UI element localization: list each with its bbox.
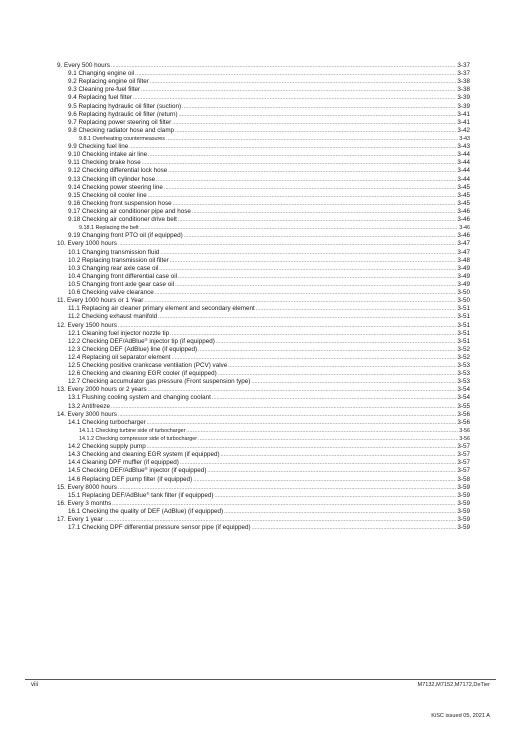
toc-entry[interactable] <box>57 524 470 532</box>
dot-leader <box>148 386 457 394</box>
toc-entry-label: 9.2 Replacing engine oil filter <box>68 78 149 86</box>
toc-entry-label: 9.18 Checking air conditioner drive belt <box>68 216 177 224</box>
toc-entry[interactable] <box>57 354 470 362</box>
toc-entry[interactable] <box>57 467 470 475</box>
toc-entry-label: 10.2 Replacing transmission oil filter <box>68 256 169 264</box>
toc-entry-label: 12.4 Replacing oil separator element <box>68 353 171 361</box>
dot-leader <box>198 346 456 354</box>
dot-leader <box>111 403 456 411</box>
dot-leader <box>175 127 456 135</box>
toc-entry-page: 3-54 <box>457 386 470 394</box>
toc-entry-page: 3-58 <box>457 475 470 483</box>
dot-leader <box>164 184 457 192</box>
footer-page-number: viii <box>31 682 38 688</box>
dot-leader <box>166 135 458 143</box>
toc-entry-label: 11.1 Replacing air cleaner primary element and secondary element <box>68 305 255 313</box>
toc-entry-page: 3-59 <box>457 516 470 524</box>
toc-entry[interactable] <box>57 94 470 102</box>
toc-entry-page: 3-57 <box>457 467 470 475</box>
registered-mark: ® <box>146 490 150 496</box>
dot-leader <box>212 394 457 402</box>
toc-entry-label: 9.18.1 Replacing the belt <box>79 225 139 232</box>
dot-leader <box>170 257 457 265</box>
toc-entry-label: 16.1 Checking the quality of DEF (AdBlue) (if equipped) <box>68 508 224 516</box>
toc-entry-label: 12.5 Checking positive crankcase ventilation (PCV) valve <box>68 362 228 370</box>
toc-entry[interactable] <box>57 289 470 297</box>
toc-entry-label: 15.1 Replacing DEF/AdBlue® tank filter (if equipped) <box>68 490 214 499</box>
toc-entry-label: 10.4 Changing front differential case oil <box>68 272 178 280</box>
toc-entry[interactable] <box>57 249 470 257</box>
dot-leader <box>150 78 457 86</box>
toc-entry-page: 3-50 <box>457 289 470 297</box>
toc-entry[interactable] <box>57 322 470 330</box>
dot-leader <box>193 476 456 484</box>
toc-entry[interactable] <box>57 257 470 265</box>
toc-entry[interactable] <box>57 265 470 273</box>
dot-leader <box>256 305 457 313</box>
toc-entry-label: 9.8 Checking radiator hose and clamp <box>68 126 175 134</box>
toc-entry-label: 9.14 Checking power steering line <box>68 183 163 191</box>
dot-leader <box>172 354 457 362</box>
toc-entry-page: 3-46 <box>457 207 470 215</box>
toc-entry-label: 14.4 Cleaning DPF muffler (if equipped) <box>68 459 179 467</box>
dot-leader <box>155 289 457 297</box>
toc-entry[interactable] <box>57 78 470 86</box>
toc-entry[interactable] <box>57 330 470 338</box>
toc-entry-page: 3-56 <box>459 427 470 434</box>
toc-entry-page: 3-38 <box>457 86 470 94</box>
footer-issued: KiSC issued 05, 2021 A <box>431 713 490 719</box>
toc-entry-page: 3-44 <box>457 159 470 167</box>
dot-leader <box>147 419 457 427</box>
toc-entry-label: 9.6 Replacing hydraulic oil filter (return) <box>68 110 178 118</box>
dot-leader <box>133 94 456 102</box>
toc-entry[interactable] <box>57 451 470 459</box>
toc-entry-label: 13.2 Antifreeze <box>68 402 111 410</box>
dot-leader <box>207 467 456 475</box>
toc-entry-page: 3-57 <box>457 459 470 467</box>
toc-entry-label: 14.2 Checking supply pump <box>68 443 146 451</box>
toc-entry[interactable] <box>57 159 470 167</box>
toc-entry[interactable] <box>57 70 470 78</box>
toc-entry-page: 3-51 <box>457 305 470 313</box>
toc-entry-label: 9.3 Cleaning pre-fuel filter <box>68 86 141 94</box>
toc-entry-page: 3-59 <box>457 508 470 516</box>
toc-entry-label: 9.4 Replacing fuel filter <box>68 94 133 102</box>
toc-entry[interactable] <box>57 492 470 500</box>
toc-entry-page: 3-46 <box>457 232 470 240</box>
dot-leader <box>173 200 457 208</box>
toc-entry[interactable] <box>57 516 470 524</box>
toc-entry[interactable] <box>57 411 470 419</box>
toc-entry-label: 11.2 Checking exhaust manifold <box>68 313 158 321</box>
toc-entry-label: 9.13 Checking lift cylinder hose <box>68 175 156 183</box>
toc-entry-label: 9.5 Replacing hydraulic oil filter (suction) <box>68 102 182 110</box>
toc-entry[interactable] <box>57 297 470 305</box>
dot-leader <box>170 330 456 338</box>
toc-entry-page: 3-37 <box>457 70 470 78</box>
dot-leader <box>142 159 457 167</box>
toc-entry-page: 3-38 <box>457 78 470 86</box>
toc-entry[interactable] <box>57 443 470 451</box>
toc-entry-page: 3-51 <box>457 321 470 329</box>
toc-entry-label: 9.7 Replacing power steering oil filter <box>68 118 172 126</box>
toc-entry[interactable] <box>57 500 470 508</box>
toc-entry[interactable] <box>57 305 470 313</box>
toc-entry[interactable] <box>57 484 470 492</box>
toc-entry-page: 3-44 <box>457 151 470 159</box>
toc-entry-page: 3-46 <box>459 225 470 232</box>
toc-entry-page: 3-39 <box>457 102 470 110</box>
toc-entry-page: 3-53 <box>457 378 470 386</box>
toc-entry-page: 3-41 <box>457 110 470 118</box>
toc-entry-page: 3-51 <box>457 337 470 345</box>
dot-leader <box>175 281 456 289</box>
dot-leader <box>111 62 457 70</box>
dot-leader <box>179 111 457 119</box>
toc-entry-page: 3-46 <box>457 216 470 224</box>
table-of-contents <box>57 62 470 532</box>
toc-entry[interactable] <box>57 273 470 281</box>
toc-entry-page: 3-45 <box>457 199 470 207</box>
toc-entry-page: 3-49 <box>457 280 470 288</box>
dot-leader <box>192 208 457 216</box>
dot-leader <box>118 240 457 248</box>
toc-entry-label: 13.1 Flushing cooling system and changing coolant <box>68 394 211 402</box>
toc-entry-label: 14.3 Checking and cleaning EGR system (if equipped) <box>68 451 220 459</box>
toc-entry[interactable] <box>57 370 470 378</box>
toc-entry-label: 9.16 Checking front suspension hose <box>68 199 172 207</box>
toc-entry[interactable] <box>57 224 470 232</box>
dot-leader <box>214 492 456 500</box>
toc-entry-label: 14.6 Replacing DEF pump filter (if equipped) <box>68 475 193 483</box>
toc-entry[interactable] <box>57 435 470 443</box>
toc-entry[interactable] <box>57 111 470 119</box>
toc-entry-label: 17.1 Checking DPF differential pressure sensor pipe (if equipped) <box>68 524 251 532</box>
toc-entry[interactable] <box>57 403 470 411</box>
toc-entry[interactable] <box>57 362 470 370</box>
dot-leader <box>251 378 456 386</box>
toc-entry[interactable] <box>57 151 470 159</box>
toc-entry-page: 3-53 <box>457 362 470 370</box>
toc-entry-label: 9.17 Checking air conditioner pipe and hose <box>68 207 191 215</box>
toc-entry-label: 10. Every 1000 hours <box>57 240 117 248</box>
toc-entry[interactable] <box>57 338 470 346</box>
toc-entry[interactable] <box>57 232 470 240</box>
toc-entry-page: 3-56 <box>457 410 470 418</box>
toc-entry-label: 17. Every 1 year <box>57 516 103 524</box>
toc-entry-page: 3-47 <box>457 248 470 256</box>
toc-entry-page: 3-59 <box>457 524 470 532</box>
toc-entry-page: 3-43 <box>457 143 470 151</box>
toc-entry-page: 3-49 <box>457 272 470 280</box>
toc-entry[interactable] <box>57 378 470 386</box>
toc-entry-label: 10.6 Checking valve clearance <box>68 289 154 297</box>
toc-entry[interactable] <box>57 240 470 248</box>
dot-leader <box>135 70 456 78</box>
toc-entry-page: 3-44 <box>457 167 470 175</box>
dot-leader <box>178 273 456 281</box>
toc-entry[interactable] <box>57 143 470 151</box>
dot-leader <box>178 216 457 224</box>
toc-entry-label: 14.1 Checking turbocharger <box>68 418 146 426</box>
toc-entry-label: 12. Every 1500 hours <box>57 321 117 329</box>
toc-entry-label: 12.6 Checking and cleaning EGR cooler (if equipped) <box>68 370 217 378</box>
toc-entry-page: 3-47 <box>457 240 470 248</box>
dot-leader <box>159 265 456 273</box>
toc-entry-page: 3-49 <box>457 264 470 272</box>
toc-entry-label: 14.1.2 Checking compressor side of turbocharger <box>79 436 198 443</box>
dot-leader <box>160 249 456 257</box>
dot-leader <box>148 192 457 200</box>
toc-entry-label: 13. Every 2000 hours or 2 years <box>57 386 147 394</box>
toc-entry[interactable] <box>57 86 470 94</box>
toc-entry-page: 3-57 <box>457 443 470 451</box>
toc-entry-page: 3-48 <box>457 256 470 264</box>
toc-entry-page: 3-45 <box>457 183 470 191</box>
toc-entry-label: 15. Every 8000 hours <box>57 483 117 491</box>
toc-entry-page: 3-43 <box>459 135 470 142</box>
toc-entry-page: 3-51 <box>457 313 470 321</box>
dot-leader <box>228 362 456 370</box>
toc-entry-label: 9.8.1 Overheating countermeasures <box>79 135 166 142</box>
toc-entry-page: 3-59 <box>457 491 470 499</box>
toc-entry-page: 3-55 <box>457 402 470 410</box>
toc-entry-page: 3-41 <box>457 118 470 126</box>
toc-entry[interactable] <box>57 135 470 143</box>
dot-leader <box>141 86 456 94</box>
toc-entry[interactable] <box>57 346 470 354</box>
dot-leader <box>156 176 456 184</box>
dot-leader <box>104 516 457 524</box>
toc-entry[interactable] <box>57 184 470 192</box>
toc-entry-page: 3-44 <box>457 175 470 183</box>
toc-entry-page: 3-52 <box>457 353 470 361</box>
dot-leader <box>118 322 457 330</box>
toc-entry[interactable] <box>57 386 470 394</box>
toc-entry[interactable] <box>57 216 470 224</box>
toc-entry[interactable] <box>57 419 470 427</box>
dot-leader <box>118 411 457 419</box>
toc-entry-page: 3-42 <box>457 126 470 134</box>
toc-entry-page: 3-39 <box>457 94 470 102</box>
toc-entry-label: 10.1 Changing transmission fluid <box>68 248 160 256</box>
dot-leader <box>224 508 456 516</box>
toc-entry-label: 9.12 Checking differential lock hose <box>68 167 168 175</box>
toc-entry-label: 10.3 Changing rear axle case oil <box>68 264 159 272</box>
toc-entry[interactable] <box>57 167 470 175</box>
dot-leader <box>221 451 457 459</box>
toc-entry-label: 9.9 Checking fuel line <box>68 143 129 151</box>
toc-entry[interactable] <box>57 208 470 216</box>
registered-mark: ® <box>144 466 148 472</box>
dot-leader <box>147 443 457 451</box>
dot-leader <box>186 427 458 435</box>
toc-entry-page: 3-45 <box>457 191 470 199</box>
toc-entry-page: 3-37 <box>457 62 470 69</box>
toc-entry-label: 10.5 Changing front axle gear case oil <box>68 280 175 288</box>
toc-entry-label: 12.1 Cleaning fuel injector nozzle tip <box>68 329 170 337</box>
toc-entry-page: 3-56 <box>459 436 470 443</box>
toc-entry-label: 9.19 Changing front PTO oil (if equipped) <box>68 232 183 240</box>
toc-entry-page: 3-53 <box>457 370 470 378</box>
registered-mark: ® <box>144 336 148 342</box>
toc-entry[interactable] <box>57 119 470 127</box>
toc-entry-label: 11. Every 1000 hours or 1 Year <box>57 297 144 305</box>
dot-leader <box>129 143 456 151</box>
toc-entry-label: 12.2 Checking DEF/AdBlue® injector tip (if equipped) <box>68 336 215 345</box>
dot-leader <box>216 338 457 346</box>
footer-models: M7132,M7152,M7172,DeTier <box>417 682 490 688</box>
dot-leader <box>118 484 457 492</box>
toc-entry[interactable] <box>57 176 470 184</box>
toc-entry[interactable] <box>57 508 470 516</box>
toc-entry-label: 9.15 Checking oil cooler line <box>68 191 147 199</box>
dot-leader <box>180 459 457 467</box>
toc-entry[interactable] <box>57 313 470 321</box>
dot-leader <box>198 435 458 443</box>
toc-entry[interactable] <box>57 281 470 289</box>
toc-entry[interactable] <box>57 394 470 402</box>
toc-entry-label: 12.7 Checking accumulator gas pressure (Front suspension type) <box>68 378 251 386</box>
toc-entry-label: 14.5 Checking DEF/AdBlue® injector (if equipped) <box>68 466 207 475</box>
toc-entry-label: 16. Every 3 months <box>57 499 112 507</box>
toc-entry[interactable] <box>57 62 470 70</box>
dot-leader <box>144 297 456 305</box>
toc-entry[interactable] <box>57 103 470 111</box>
toc-entry-page: 3-59 <box>457 483 470 491</box>
toc-entry[interactable] <box>57 427 470 435</box>
toc-entry-page: 3-52 <box>457 345 470 353</box>
toc-entry-page: 3-59 <box>457 499 470 507</box>
dot-leader <box>218 370 457 378</box>
toc-entry-label: 14. Every 3000 hours <box>57 410 117 418</box>
dot-leader <box>168 167 456 175</box>
dot-leader <box>172 119 456 127</box>
footer-divider <box>25 679 496 680</box>
toc-entry-page: 3-56 <box>457 418 470 426</box>
toc-entry-page: 3-50 <box>457 297 470 305</box>
dot-leader <box>140 224 459 232</box>
dot-leader <box>148 151 456 159</box>
dot-leader <box>184 232 457 240</box>
toc-entry-label: 9.1 Changing engine oil <box>68 70 135 78</box>
toc-entry-label: 9.11 Checking brake hose <box>68 159 141 167</box>
toc-entry[interactable] <box>57 200 470 208</box>
toc-entry-page: 3-54 <box>457 394 470 402</box>
dot-leader <box>182 103 456 111</box>
toc-entry-label: 12.3 Checking DEF (AdBlue) line (if equipped) <box>68 345 198 353</box>
toc-entry-page: 3-51 <box>457 329 470 337</box>
toc-entry[interactable] <box>57 127 470 135</box>
toc-entry[interactable] <box>57 476 470 484</box>
toc-entry-page: 3-57 <box>457 451 470 459</box>
toc-entry-label: 14.1.1 Checking turbine side of turbocharger <box>79 427 186 434</box>
dot-leader <box>252 524 457 532</box>
dot-leader <box>158 313 456 321</box>
dot-leader <box>112 500 456 508</box>
toc-entry-label: 9. Every 500 hours <box>57 62 110 69</box>
toc-entry[interactable] <box>57 192 470 200</box>
toc-entry-label: 9.10 Checking intake air line <box>68 151 148 159</box>
